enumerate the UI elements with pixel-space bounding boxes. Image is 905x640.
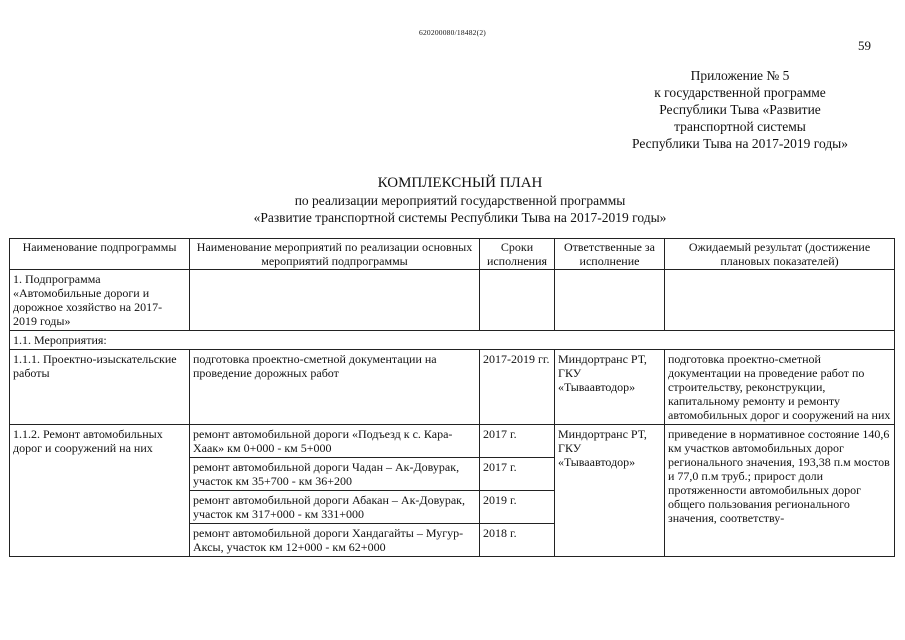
row-name-cell: 1.1.1. Проектно-изыскательские работы	[10, 350, 190, 425]
table-row	[10, 425, 895, 458]
result-cell: подготовка проектно-сметной документации на проведение работ по строительству, реконструкции, капитальному ремонту и ремонту автомобильных дорог и сооружений на них	[665, 350, 895, 425]
activity-cell: ремонт автомобильной дороги «Подъезд к с. Кара-Хаак» км 0+000 - км 5+000	[190, 425, 480, 458]
appendix-line: транспортной системы	[674, 119, 806, 134]
plan-table	[9, 238, 895, 557]
row-name-cell: 1.1.2. Ремонт автомобильных дорог и сооружений на них	[10, 425, 190, 557]
term-cell: 2018 г.	[480, 524, 555, 557]
empty-cell	[190, 270, 480, 331]
header-activity: Наименование мероприятий по реализации основных мероприятий подпрограммы	[190, 239, 480, 270]
table-header-row	[10, 239, 895, 270]
subprogram-cell: 1. Подпрограмма «Автомобильные дороги и дорожное хозяйство на 2017-2019 годы»	[10, 270, 190, 331]
header-term: Сроки исполнения	[480, 239, 555, 270]
plan-title	[140, 174, 780, 226]
appendix-header	[560, 67, 905, 152]
appendix-line: Приложение № 5	[690, 68, 790, 83]
term-cell: 2017-2019 гг.	[480, 350, 555, 425]
responsible-cell: Миндортранс РТ, ГКУ «Тываавтодор»	[555, 425, 665, 557]
appendix-line: Республики Тыва на 2017-2019 годы»	[631, 136, 849, 151]
header-responsible: Ответственные за исполнение	[555, 239, 665, 270]
document-id: 620200080/18482(2)	[419, 28, 486, 37]
plan-title-program: «Развитие транспортной системы Республики Тыва на 2017-2019 годы»	[253, 210, 667, 225]
plan-title-main: КОМПЛЕКСНЫЙ ПЛАН	[377, 175, 543, 191]
activities-heading-cell: 1.1. Мероприятия:	[10, 331, 895, 350]
activity-cell: ремонт автомобильной дороги Чадан – Ак-Довурак, участок км 35+700 - км 36+200	[190, 458, 480, 491]
table-row	[10, 350, 895, 425]
table-row	[10, 270, 895, 331]
header-subprogram: Наименование подпрограммы	[10, 239, 190, 270]
empty-cell	[480, 270, 555, 331]
activity-cell: подготовка проектно-сметной документации на проведение дорожных работ	[190, 350, 480, 425]
activity-cell: ремонт автомобильной дороги Абакан – Ак-Довурак, участок км 317+000 - км 331+000	[190, 491, 480, 524]
responsible-cell: Миндортранс РТ, ГКУ «Тываавтодор»	[555, 350, 665, 425]
term-cell: 2017 г.	[480, 458, 555, 491]
page-number: 59	[858, 38, 871, 53]
empty-cell	[665, 270, 895, 331]
activity-cell: ремонт автомобильной дороги Хандагайты – Мугур-Аксы, участок км 12+000 - км 62+000	[190, 524, 480, 557]
empty-cell	[555, 270, 665, 331]
plan-title-subtitle: по реализации мероприятий государственной программы	[294, 193, 626, 208]
result-cell: приведение в нормативное состояние 140,6 км участков автомобильных дорог регионального значения, 193,38 п.м мостов и 77,0 п.м труб.; прирост доли протяженности автомобильных дорог общего пользования регионального значения, соответству-	[665, 425, 895, 557]
term-cell: 2019 г.	[480, 491, 555, 524]
term-cell: 2017 г.	[480, 425, 555, 458]
appendix-line: к государственной программе	[654, 85, 826, 100]
header-result: Ожидаемый результат (достижение плановых показателей)	[665, 239, 895, 270]
table-row	[10, 331, 895, 350]
appendix-line: Республики Тыва «Развитие	[659, 102, 821, 117]
